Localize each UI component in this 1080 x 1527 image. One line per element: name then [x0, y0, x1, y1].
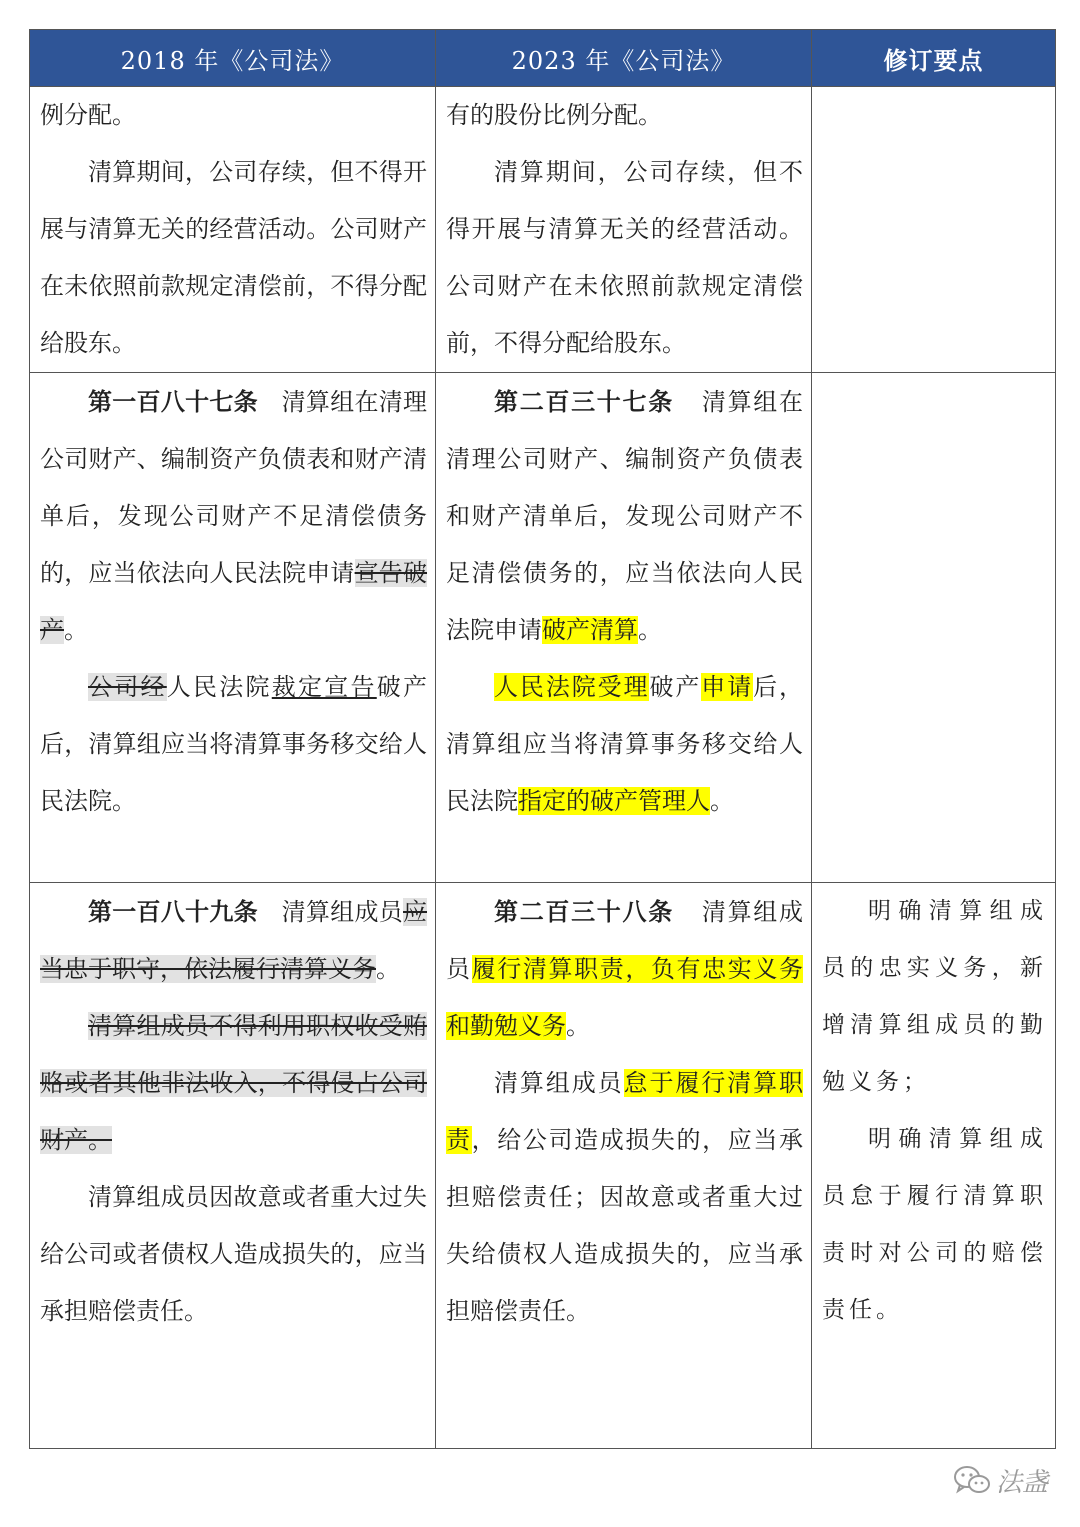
deleted-text: 宣告破产 — [40, 559, 428, 644]
highlighted-text: 怠于履行清算职责 — [446, 1069, 804, 1154]
article-text: 清算组在清理公司财产、编制资产负债表和财产清单后，发现公司财产不足清偿债务的，应当依法向人民法院申请 — [446, 388, 804, 644]
article-text: 人民法院 — [166, 673, 272, 701]
text-paragraph: 有的股份比例分配。 — [446, 101, 662, 129]
note-paragraph: 明确清算组成员的忠实义务，新增清算组成员的勤勉义务； — [822, 898, 1047, 1095]
table-row — [30, 883, 1056, 1449]
note-paragraph: 明确清算组成员怠于履行清算职责时对公司的赔偿责任。 — [822, 1126, 1047, 1323]
text-paragraph — [40, 883, 427, 998]
table-row — [30, 87, 1056, 373]
punctuation: 。 — [710, 787, 734, 815]
article-text: ，给公司造成损失的，应当承担赔偿责任；因故意或者重大过失给债权人造成损失的，应当承担赔偿责任。 — [446, 1126, 804, 1325]
highlighted-text: 申请 — [701, 673, 754, 701]
text-paragraph — [40, 373, 427, 659]
deleted-text: 公司经 — [88, 673, 167, 701]
article-text: 清算组成员 — [281, 898, 404, 926]
cell-2018 — [30, 883, 436, 1449]
cell-2023 — [436, 373, 812, 883]
cell-2018 — [30, 87, 436, 373]
highlighted-text: 人民法院受理 — [494, 673, 650, 701]
cell-2018 — [30, 373, 436, 883]
text-paragraph — [446, 1055, 803, 1340]
article-text: 清算组成员 — [446, 898, 804, 983]
highlighted-text: 履行清算职责，负有忠实义务和勤勉义务 — [446, 955, 804, 1040]
punctuation: 。 — [638, 616, 662, 644]
law-comparison-table — [29, 29, 1056, 1449]
deleted-text: 应当忠于职守，依法履行清算义务 — [40, 898, 428, 983]
article-number: 第一百八十七条 — [88, 387, 258, 416]
article-number: 第二百三十七条 — [494, 387, 674, 416]
text-paragraph — [446, 373, 803, 659]
cell-notes — [812, 373, 1056, 883]
table-header-row — [30, 30, 1056, 87]
table-row — [30, 373, 1056, 883]
text-paragraph — [40, 659, 427, 830]
header-notes: 修订要点 — [812, 30, 1056, 87]
header-2023: 2023 年《公司法》 — [436, 30, 812, 87]
text-paragraph: 清算期间，公司存续，但不得开展与清算无关的经营活动。公司财产在未依照前款规定清偿前，不得分配给股东。 — [40, 158, 427, 357]
text-paragraph — [40, 998, 427, 1169]
underlined-text: 裁定宣告 — [271, 673, 377, 701]
watermark-text: 法盏 — [996, 1467, 1049, 1498]
text-paragraph: 清算组成员因故意或者重大过失给公司或者债权人造成损失的，应当承担赔偿责任。 — [40, 1183, 427, 1325]
punctuation: 。 — [376, 955, 400, 983]
cell-2023 — [436, 87, 812, 373]
article-number: 第二百三十八条 — [494, 897, 674, 926]
article-text: 清算组在清理公司财产、编制资产负债表和财产清单后，发现公司财产不足清偿债务的，应当依法向人民法院申请 — [40, 388, 428, 587]
highlighted-text: 指定的破产管理人 — [518, 787, 710, 815]
highlighted-text: 破产清算 — [542, 616, 638, 644]
wechat-icon — [952, 1464, 992, 1496]
cell-2023 — [436, 883, 812, 1449]
text-paragraph — [446, 883, 803, 1055]
watermark — [952, 1462, 1048, 1498]
article-number: 第一百八十九条 — [88, 897, 258, 926]
text-paragraph: 清算期间，公司存续，但不得开展与清算无关的经营活动。公司财产在未依照前款规定清偿前，不得分配给股东。 — [446, 158, 803, 357]
article-text: 破产 — [649, 673, 702, 701]
punctuation: 。 — [566, 1012, 590, 1040]
cell-notes — [812, 87, 1056, 373]
punctuation: 。 — [64, 616, 88, 644]
text-paragraph — [446, 659, 803, 830]
article-text: 破产后，清算组应当将清算事务移交给人民法院。 — [40, 673, 427, 815]
cell-notes — [812, 883, 1056, 1449]
article-text: 后，清算组应当将清算事务移交给人民法院 — [446, 673, 804, 815]
header-2018: 2018 年《公司法》 — [30, 30, 436, 87]
text-paragraph: 例分配。 — [40, 101, 136, 129]
deleted-text: 清算组成员不得利用职权收受贿赂或者其他非法收入，不得侵占公司财产。 — [40, 1012, 427, 1154]
article-text: 清算组成员 — [494, 1069, 624, 1097]
